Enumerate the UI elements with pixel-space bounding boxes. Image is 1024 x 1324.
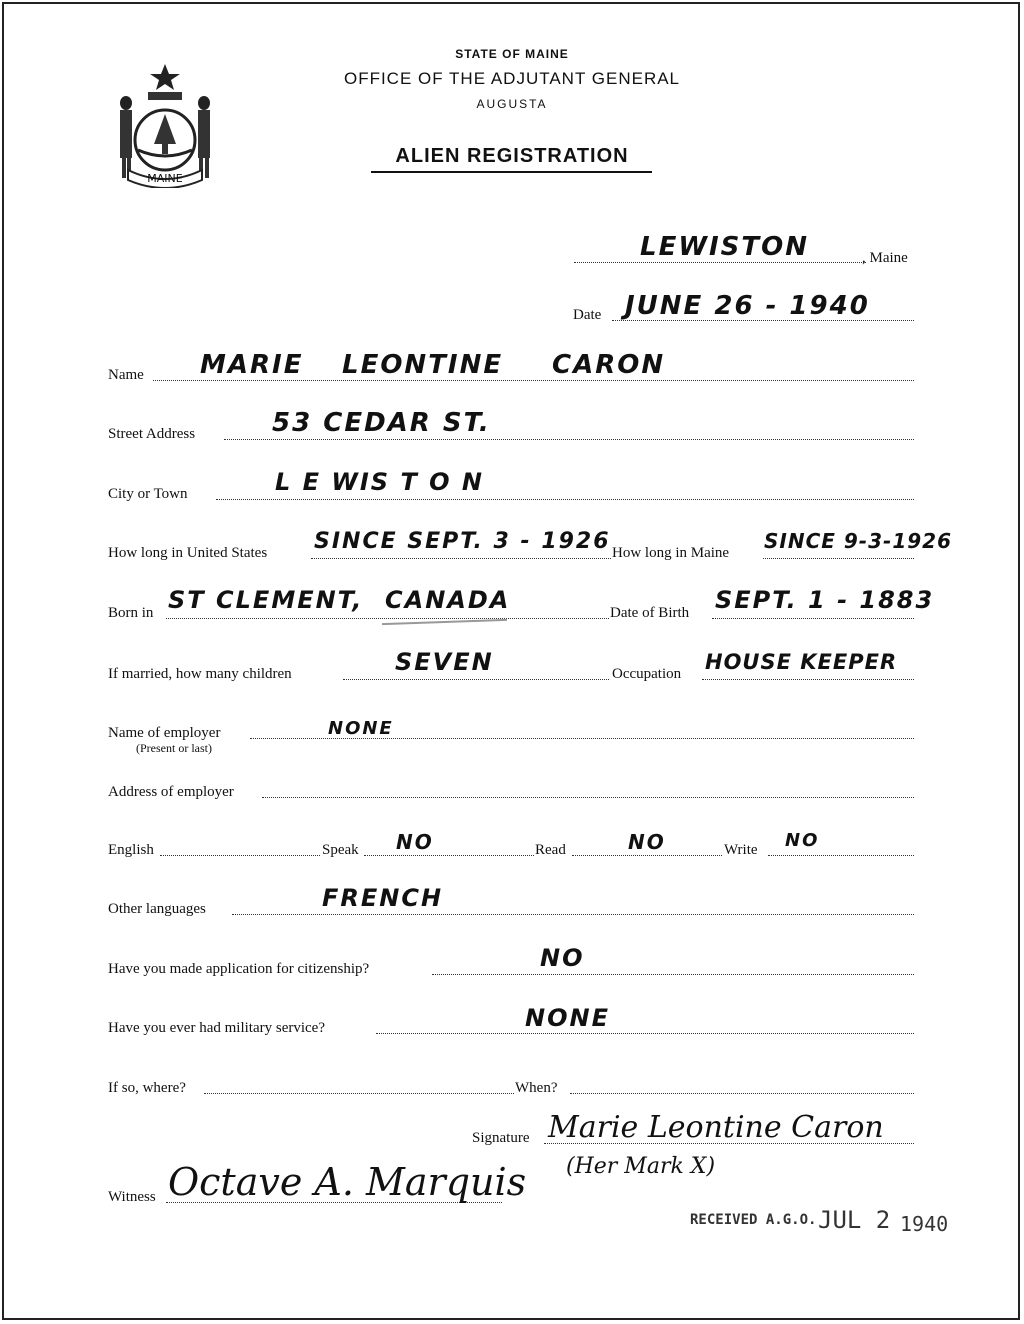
place-value: LEWISTON [640,232,810,262]
street-label: Street Address [108,426,196,442]
place-line [574,262,866,263]
occupation-label: Occupation [612,666,682,682]
citizenship-line [432,974,914,975]
born-in-line [166,618,609,619]
when-label: When? [515,1080,558,1096]
where-line [204,1093,514,1094]
street-line [224,439,914,440]
where-label: If so, where? [108,1080,186,1096]
svg-text:MAINE: MAINE [147,172,183,185]
street-value: 53 CEDAR ST. [272,408,491,438]
name-label: Name [108,367,144,383]
military-value: NONE [525,1004,610,1032]
born-in-label: Born in [108,605,154,621]
children-value: SEVEN [395,648,494,676]
name-first: MARIE [200,350,304,380]
other-languages-line [232,914,914,915]
witness-value: Octave A. Marquis [168,1160,527,1204]
english-label: English [108,842,154,858]
other-languages-label: Other languages [108,901,206,917]
occupation-value: HOUSE KEEPER [705,650,898,674]
children-label: If married, how many children [108,666,292,682]
occupation-line [702,679,914,680]
write-label: Write [724,842,758,858]
name-line [153,380,914,381]
date-label: Date [573,307,602,323]
read-label: Read [535,842,566,858]
speak-label: Speak [322,842,359,858]
header-office: OFFICE OF THE ADJUTANT GENERAL [343,69,681,88]
signature-label: Signature [472,1130,530,1146]
born-in-place: ST CLEMENT, [168,586,364,614]
name-middle: LEONTINE [342,350,504,380]
city-label: City or Town [108,486,188,502]
write-line [768,855,914,856]
signature-value: Marie Leontine Caron [548,1110,884,1145]
military-label: Have you ever had military service? [108,1020,325,1036]
signature-mark: (Her Mark X) [566,1154,716,1179]
read-value: NO [628,830,666,854]
city-value: L E WIS T O N [275,468,485,496]
employer-label: Name of employer [108,725,221,741]
how-long-maine-label: How long in Maine [612,545,730,561]
citizenship-label: Have you made application for citizenship? [108,961,370,977]
title-underline [371,171,652,173]
received-stamp-date: JUL 2 [818,1206,891,1234]
how-long-maine-line [763,558,914,559]
place-suffix: , Maine [862,250,908,266]
header-city: AUGUSTA [476,97,548,111]
how-long-us-label: How long in United States [108,545,268,561]
when-line [570,1093,914,1094]
speak-value: NO [396,830,434,854]
dob-label: Date of Birth [610,605,690,621]
speak-line [364,855,534,856]
children-line [343,679,609,680]
how-long-us-line [311,558,611,559]
witness-label: Witness [108,1189,156,1205]
header-state: STATE OF MAINE [455,47,569,61]
other-languages-value: FRENCH [322,884,444,912]
how-long-us-value: SINCE SEPT. 3 - 1926 [314,529,611,554]
employer-address-label: Address of employer [108,784,234,800]
how-long-maine-value: SINCE 9-3-1926 [764,529,952,553]
employer-value: NONE [328,718,394,739]
employer-address-line [262,797,914,798]
dob-line [712,618,914,619]
write-value: NO [785,830,820,851]
citizenship-value: NO [540,944,585,972]
form-title: ALIEN REGISTRATION [395,145,629,167]
dob-value: SEPT. 1 - 1883 [715,586,935,614]
received-stamp-year: 1940 [900,1212,949,1236]
date-value: JUNE 26 - 1940 [625,291,870,321]
city-line [216,499,914,500]
born-in-country: CANADA [385,586,511,614]
military-line [376,1033,914,1034]
name-last: CARON [552,350,666,380]
received-stamp: RECEIVED A.G.O. [690,1212,817,1228]
read-line [572,855,722,856]
employer-sublabel: (Present or last) [136,741,212,755]
english-line [160,855,320,856]
